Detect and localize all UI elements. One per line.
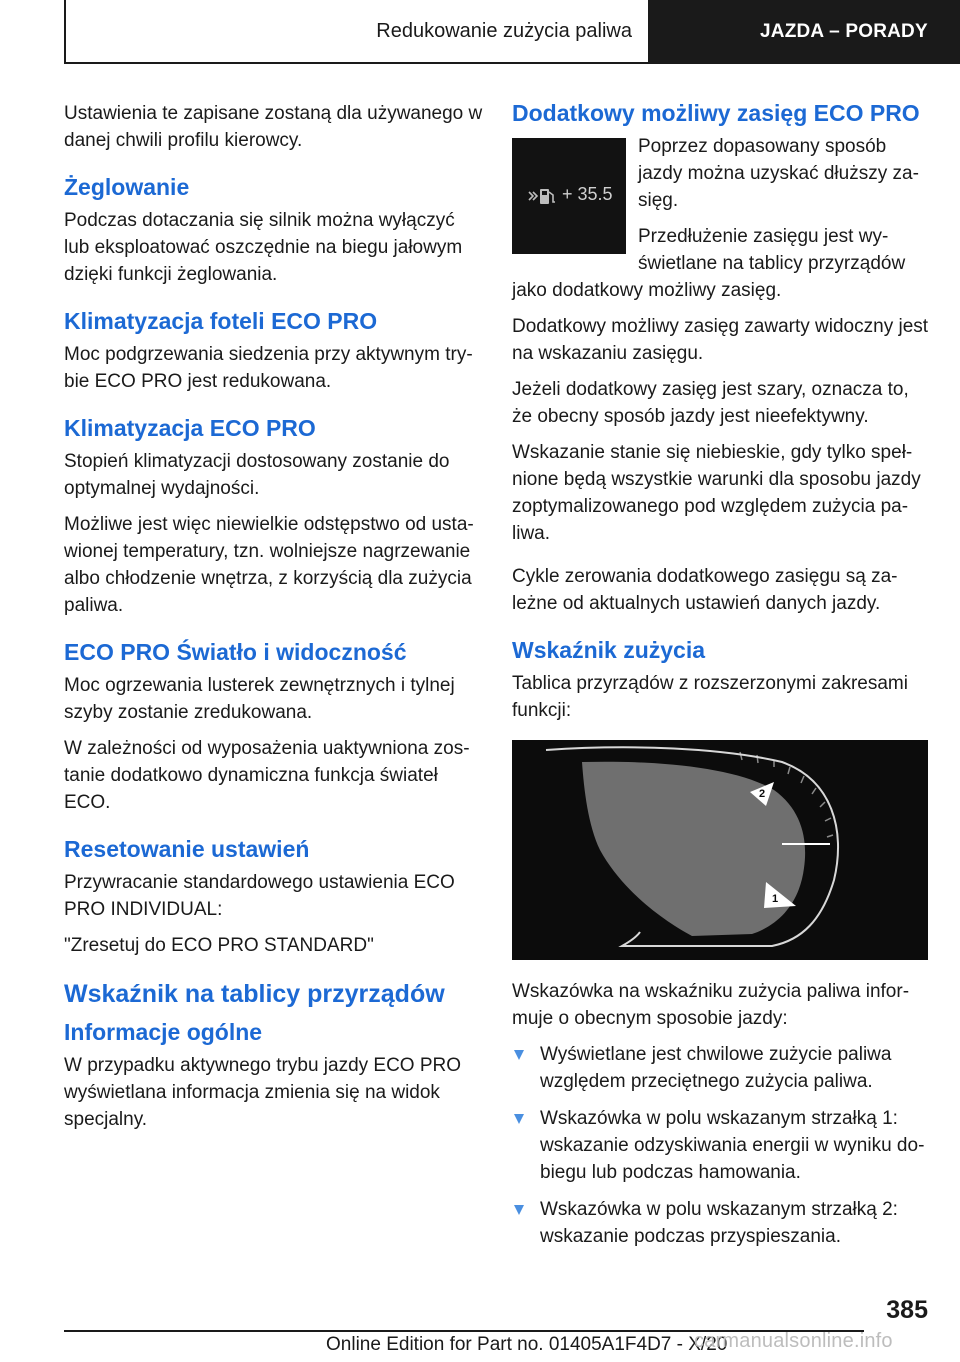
climate-paragraph-2: Możliwe jest więc niewielkie odstępstwo od ustawionej temperatury, tzn. wolniejsze nagrzewanie albo chłodzenie wnętrza, z korzyścią dla zużycia paliwa.	[64, 514, 474, 616]
seat-climate-paragraph: Moc podgrzewania siedzenia przy aktywnym trybie ECO PRO jest redukowana.	[64, 344, 473, 392]
general-heading: Informacje ogólne	[64, 1019, 263, 1045]
right-column	[512, 100, 932, 1260]
reset-paragraph-1: Przywracanie standardowego ustawienia ECO PRO INDIVIDUAL:	[64, 872, 455, 920]
seat-climate-heading: Klimatyzacja foteli ECO PRO	[64, 308, 378, 334]
consumption-gauge-image	[512, 740, 928, 960]
range-heading: Dodatkowy możliwy zasięg ECO PRO	[512, 100, 920, 126]
lights-paragraph-2: W zależności od wyposażenia uaktywniona zostanie dodatkowo dynamiczna funkcja świateł ECO.	[64, 738, 470, 813]
lights-paragraph-1: Moc ogrzewania lusterek zewnętrznych i tylnej szyby zostanie zredukowana.	[64, 675, 455, 723]
sailing-heading: Żeglowanie	[64, 174, 190, 200]
lights-heading: ECO PRO Światło i widoczność	[64, 639, 407, 665]
range-paragraph-3: Dodatkowy możliwy zasięg zawarty widoczny jest na wskazaniu zasięgu.	[512, 316, 929, 364]
range-paragraph-1: Poprzez dopasowany sposób jazdy można uzyskać dłuższy zasięg.	[638, 136, 919, 211]
list-item: Wskazówka w polu wskazanym strzałką 1: wskazanie odzyskiwania energii w wyniku dobiegu lub podczas hamowania.	[512, 1105, 932, 1186]
header-section-title: Redukowanie zużycia paliwa	[376, 19, 632, 42]
general-paragraph: W przypadku aktywnego trybu jazdy ECO PRO wyświetlana informacja zmienia się na widok specjalny.	[64, 1055, 462, 1130]
consumption-heading: Wskaźnik zużycia	[512, 637, 706, 663]
range-paragraph-4: Jeżeli dodatkowy zasięg jest szary, oznacza to, że obecny sposób jazdy jest nieefektywny.	[512, 379, 909, 427]
intro-paragraph: Ustawienia te zapisane zostaną dla używanego w danej chwili profilu kierowcy.	[64, 103, 483, 151]
range-paragraph-6: Cykle zerowania dodatkowego zasięgu są zależne od aktualnych ustawień danych jazdy.	[512, 566, 898, 614]
triangle-bullet-icon	[514, 1050, 524, 1060]
footer-edition: Online Edition for Part no. 01405A1F4D7 - X/20	[326, 1334, 728, 1355]
eco-range-image	[512, 138, 626, 254]
climate-paragraph-1: Stopień klimatyzacji dostosowany zostanie do optymalnej wydajności.	[64, 451, 450, 499]
consumption-paragraph-1: Tablica przyrządów z rozszerzonymi zakresami funkcji:	[512, 673, 908, 721]
range-paragraph-2: Przedłużenie zasięgu jest wyświetlane na tablicy przyrządów jako dodatkowy możliwy zasięg.	[512, 226, 906, 301]
page-number: 385	[886, 1296, 928, 1324]
sailing-paragraph: Podczas dotaczania się silnik można wyłączyć lub eksploatować oszczędnie na biegu jałowym dzięki funkcji żeglowania.	[64, 210, 463, 285]
watermark: carmanualsonline.info	[694, 1330, 893, 1352]
list-item: Wskazówka w polu wskazanym strzałką 2: wskazanie podczas przyspieszania.	[512, 1196, 932, 1250]
reset-paragraph-2: "Zresetuj do ECO PRO STANDARD"	[64, 935, 374, 956]
list-item: Wyświetlane jest chwilowe zużycie paliwa względem przeciętnego zużycia paliwa.	[512, 1041, 932, 1095]
svg-text:2: 2	[759, 788, 766, 800]
triangle-bullet-icon	[514, 1205, 524, 1215]
consumption-paragraph-2: Wskazówka na wskaźniku zużycia paliwa informuje o obecnym sposobie jazdy:	[512, 981, 910, 1029]
climate-heading: Klimatyzacja ECO PRO	[64, 415, 316, 441]
header-chapter-tab: JAZDA – PORADY	[648, 0, 960, 64]
eco-range-value: + 35.5	[562, 184, 613, 204]
triangle-bullet-icon	[514, 1114, 524, 1124]
svg-text:1: 1	[772, 893, 779, 905]
left-column	[64, 100, 484, 1142]
header-bottom-rule	[64, 62, 648, 64]
fuel-pump-icon	[528, 186, 558, 206]
range-paragraph-5: Wskazanie stanie się niebieskie, gdy tylko spełnione będą wszystkie warunki dla sposobu jazdy zoptymalizowanego pod względem zużycia paliwa.	[512, 442, 921, 544]
reset-heading: Resetowanie ustawień	[64, 836, 310, 862]
display-heading: Wskaźnik na tablicy przyrządów	[64, 980, 445, 1008]
consumption-bullet-list	[512, 1041, 932, 1250]
